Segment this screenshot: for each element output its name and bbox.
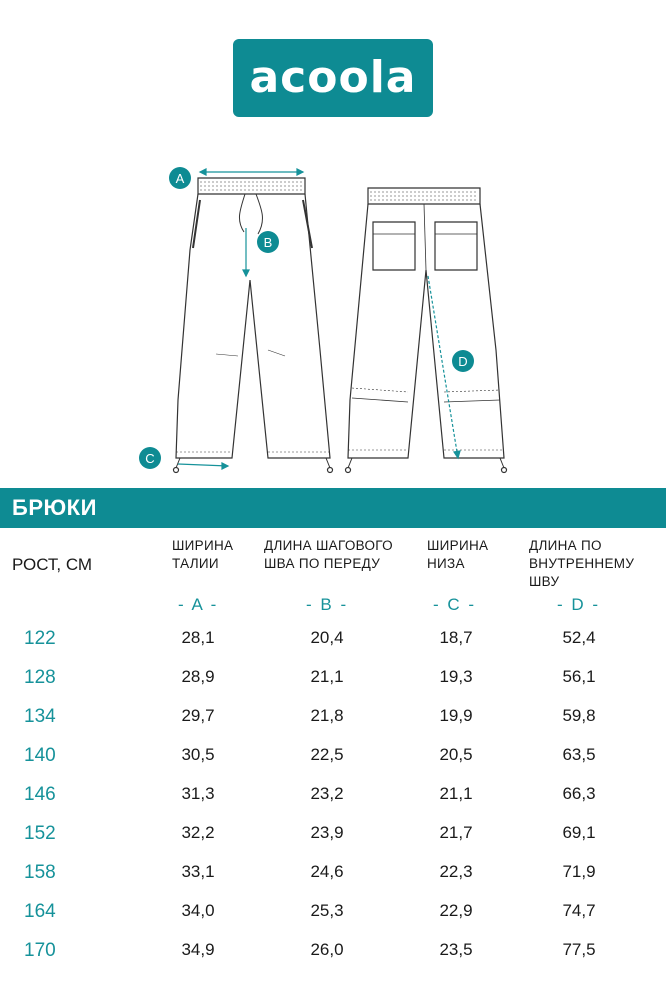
cell-a: 29,7 [181,706,215,725]
column-letter-a: - A - [178,595,219,614]
table-row [0,628,666,658]
row-height: 146 [24,784,56,805]
cell-d: 66,3 [562,784,596,803]
callout-a-label: A [175,171,185,186]
table-row [0,706,666,736]
table-row [0,784,666,814]
brand-logo [233,39,433,117]
cell-c: 22,9 [439,901,473,920]
column-header-d-line2: ВНУТРЕННЕМУ ШВУ [529,556,635,589]
cell-a: 33,1 [181,862,215,881]
row-height: 140 [24,745,56,766]
cell-a: 28,1 [181,628,215,647]
pants-front-view [174,178,333,473]
column-header-b [264,537,393,573]
cell-b: 21,8 [310,706,344,725]
row-height: 158 [24,862,56,883]
row-height: 164 [24,901,56,922]
cell-a: 34,0 [181,901,215,920]
column-letter-c: - C - [433,595,477,614]
measure-line-d [428,276,458,458]
cell-a: 32,2 [181,823,215,842]
column-header-b-line2: ШВА ПО ПЕРЕДУ [264,556,381,571]
cell-c: 19,3 [439,667,473,686]
column-letter-b: - B - [306,595,349,614]
column-header-a-line2: ТАЛИИ [172,556,219,571]
cell-b: 21,1 [310,667,344,686]
row-height: 170 [24,940,56,961]
table-row [0,940,666,970]
cell-b: 22,5 [310,745,344,764]
table-row [0,862,666,892]
cell-c: 21,1 [439,784,473,803]
cell-d: 71,9 [562,862,596,881]
column-header-d [529,537,666,591]
column-header-a [172,537,233,573]
column-header-c-line1: ШИРИНА [427,538,489,553]
cell-c: 18,7 [439,628,473,647]
cell-d: 56,1 [562,667,596,686]
row-height: 122 [24,628,56,649]
table-row [0,823,666,853]
cell-b: 26,0 [310,940,344,959]
cell-b: 25,3 [310,901,344,920]
cell-c: 23,5 [439,940,473,959]
cell-b: 23,2 [310,784,344,803]
cell-b: 24,6 [310,862,344,881]
column-header-b-line1: ДЛИНА ШАГОВОГО [264,538,393,553]
callout-b-label: B [263,235,273,250]
table-row [0,901,666,931]
cell-b: 23,9 [310,823,344,842]
callout-d-label: D [458,354,468,369]
pants-back-view [346,188,507,473]
row-height: 128 [24,667,56,688]
column-letter-d: - D - [557,595,601,614]
cell-a: 28,9 [181,667,215,686]
cell-a: 31,3 [181,784,215,803]
row-height: 152 [24,823,56,844]
cell-c: 22,3 [439,862,473,881]
cell-d: 74,7 [562,901,596,920]
table-row [0,745,666,775]
cell-d: 59,8 [562,706,596,725]
column-header-c [427,537,488,573]
cell-d: 69,1 [562,823,596,842]
cell-b: 20,4 [310,628,344,647]
column-header-d-line1: ДЛИНА ПО [529,538,602,553]
cell-c: 19,9 [439,706,473,725]
cell-d: 63,5 [562,745,596,764]
cell-a: 30,5 [181,745,215,764]
row-height: 134 [24,706,56,727]
cell-a: 34,9 [181,940,215,959]
cell-d: 77,5 [562,940,596,959]
column-header-c-line2: НИЗА [427,556,465,571]
brand-logo-text: acoola [249,52,417,103]
table-row [0,667,666,697]
height-column-header: РОСТ, СМ [12,555,93,574]
callout-c-label: C [145,451,155,466]
cell-d: 52,4 [562,628,596,647]
cell-c: 20,5 [439,745,473,764]
pants-technical-drawing [0,150,666,480]
column-header-a-line1: ШИРИНА [172,538,234,553]
section-title: БРЮКИ [0,488,666,528]
measure-line-c [178,464,228,466]
cell-c: 21,7 [439,823,473,842]
